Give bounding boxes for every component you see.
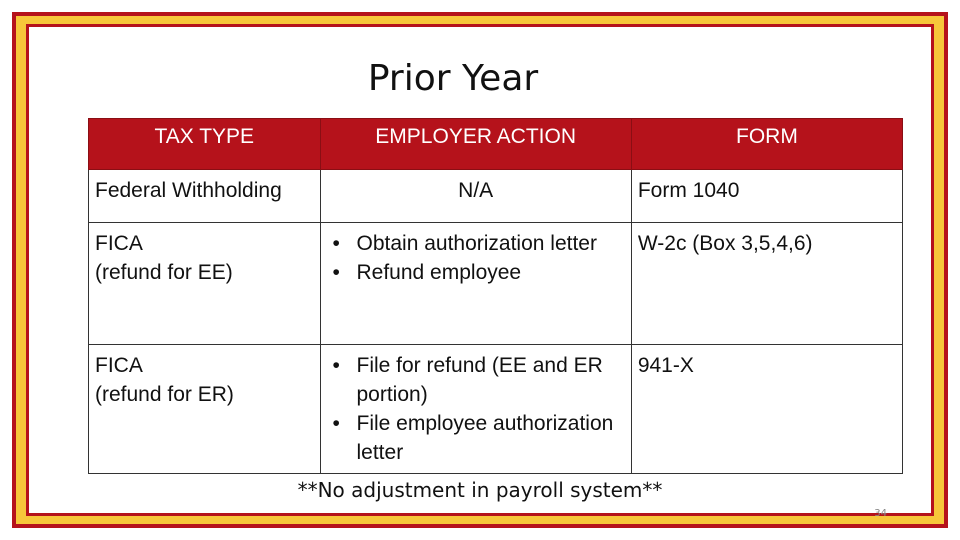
cell-form: 941-X [631, 345, 902, 474]
action-list [327, 351, 625, 467]
table-header-row [89, 119, 903, 170]
cell-employer-action: N/A [320, 170, 631, 223]
table-row [89, 170, 903, 223]
cell-tax-type [89, 223, 321, 345]
tax-type-line: Federal Withholding [95, 179, 282, 202]
slide-title: Prior Year [367, 58, 539, 99]
table-row [89, 223, 903, 345]
cell-form: Form 1040 [631, 170, 902, 223]
action-item: • Obtain authorization letter [357, 229, 625, 258]
action-item: • Refund employee [357, 258, 625, 287]
action-item: • File employee authorization letter [357, 409, 625, 467]
action-item: • File for refund (EE and ER portion) [357, 351, 625, 409]
tax-type-line: FICA [95, 354, 143, 377]
header-employer-action: EMPLOYER ACTION [320, 119, 631, 170]
footnote: **No adjustment in payroll system** [297, 478, 663, 502]
header-tax-type: TAX TYPE [89, 119, 321, 170]
cell-employer-action [320, 223, 631, 345]
cell-tax-type [89, 170, 321, 223]
header-form: FORM [631, 119, 902, 170]
action-list [327, 229, 625, 287]
cell-tax-type [89, 345, 321, 474]
page-number: 34 [874, 508, 887, 519]
cell-employer-action [320, 345, 631, 474]
tax-type-line: FICA [95, 232, 143, 255]
tax-type-line: (refund for ER) [95, 383, 234, 406]
tax-type-line: (refund for EE) [95, 261, 233, 284]
table-row [89, 345, 903, 474]
tax-action-table [88, 118, 903, 474]
cell-form: W-2c (Box 3,5,4,6) [631, 223, 902, 345]
